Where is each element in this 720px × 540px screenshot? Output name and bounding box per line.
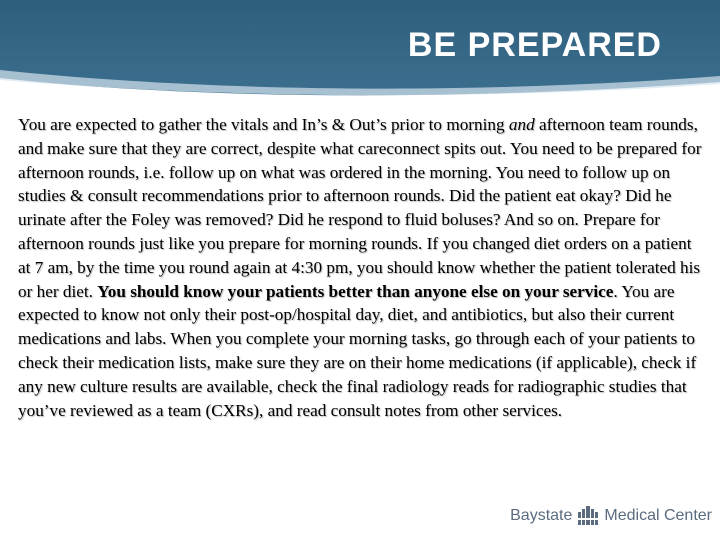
body-run: You are expected to gather the vitals and In’s & Out’s prior to morning [18, 115, 509, 134]
slide-body-text [18, 113, 704, 422]
body-run: You should know your patients better than anyone else on your service [97, 281, 614, 301]
baystate-logo [510, 506, 712, 526]
baystate-building-icon [577, 506, 599, 526]
slide-title: BE PREPARED [407, 26, 662, 64]
body-run: and [508, 115, 535, 134]
logo-right-word: Medical Center [604, 507, 712, 524]
body-run: afternoon team rounds, and make sure that they are correct, despite what careconnect spits out. You need to be prepared for afternoon rounds, i.e. follow up on what was ordered in the morning. You need to follow up on studies & consult recommendations prior to afternoon rounds. Did the patient eat okay? Did he urinate after the Foley was removed? Did he respond to fluid boluses? And so on. Prepare for afternoon rounds just like you prepare for morning rounds. If you changed diet orders on a patient at 7 am, by the time you round again at 4:30 pm, you should know whether the patient tolerated his or her diet. [18, 115, 702, 301]
body-run: . You are expected to know not only their post-op/hospital day, diet, and antibiotics, but also their current medications and labs. When you complete your morning tasks, go through each of your patients to check their medication lists, make sure they are on their home medications (if applicable), check if any new culture results are available, check the final radiology reads for radiographic studies that you’ve reviewed as a team (CXRs), and read consult notes from other services. [18, 281, 697, 420]
header-band [0, 0, 720, 100]
logo-left-word: Baystate [510, 507, 573, 524]
